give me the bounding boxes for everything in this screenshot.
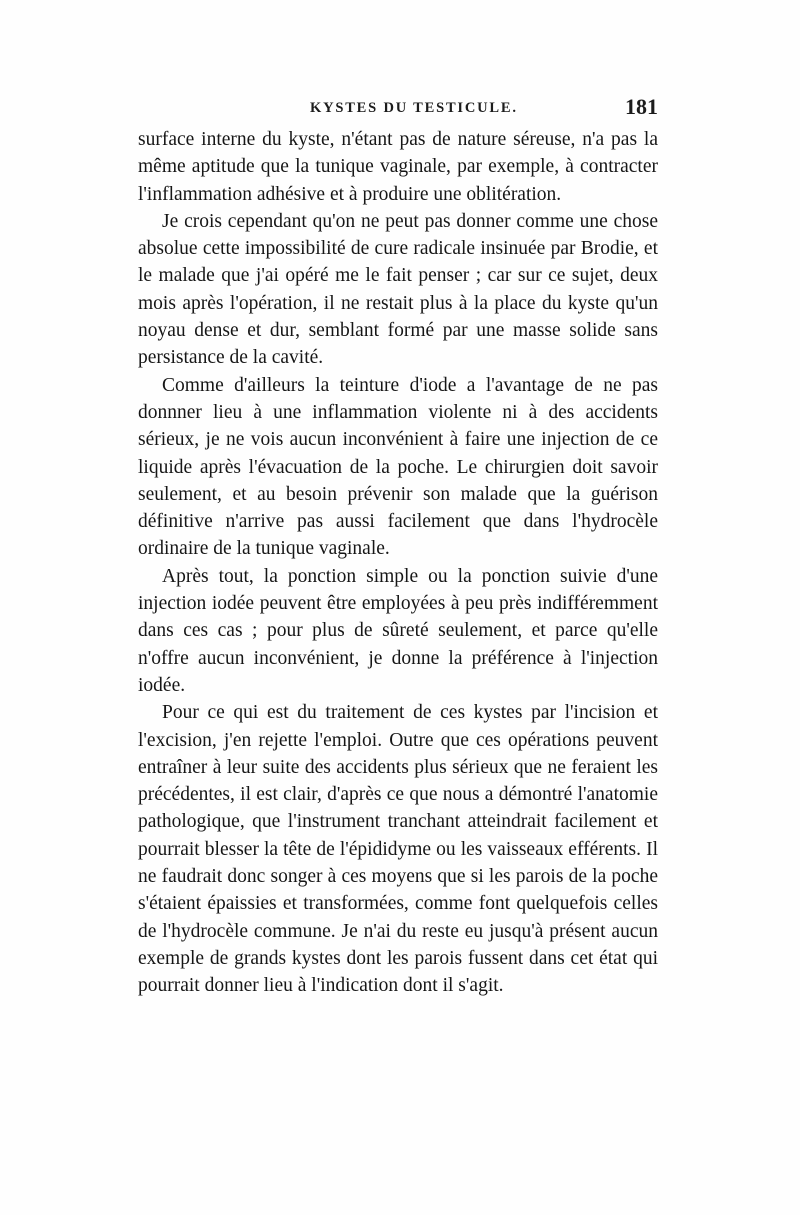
paragraph: Après tout, la ponction simple ou la ponction suivie d'une injection iodée peuvent être employées à peu près indifféremment dans ces cas ; pour plus de sûreté seulement, et parce qu'elle n'offre aucun inconvénient, je donne la préférence à l'injection iodée. [138,565,658,696]
paragraph: Pour ce qui est du traitement de ces kystes par l'incision et l'excision, j'en rejette l'emploi. Outre que ces opérations peuvent entraîner à leur suite des accidents plus sérieux que ne feraient les précédentes, il est clair, d'après ce que nous a démontré l'anatomie pathologique, que l'instrument tranchant atteindrait facilement et pourrait blesser la tête de l'épididyme ou les vaisseaux efférents. Il ne faudrait donc songer à ces moyens que si les parois de la poche s'étaient épaissies et transformées, comme font quelquefois celles de l'hydrocèle commune. Je n'ai du reste eu jusqu'à présent aucun exemple de grands kystes dont les parois fussent dans cet état qui pourrait donner lieu à l'indication dont il s'agit. [138,702,658,997]
paragraph: Comme d'ailleurs la teinture d'iode a l'avantage de ne pas donnner lieu à une inflammation violente ni à des accidents sérieux, je ne vois aucun inconvénient à faire une injection de ce liquide après l'évacuation de la poche. Le chirurgien doit savoir seulement, et au besoin prévenir son malade que la guérison définitive n'arrive pas aussi facilement que dans l'hydrocèle ordinaire de la tunique vaginale. [138,374,658,560]
paragraph: Je crois cependant qu'on ne peut pas donner comme une chose absolue cette impossibilité de cure radicale insinuée par Brodie, et le malade que j'ai opéré me le fait penser ; car sur ce sujet, deux mois après l'opération, il ne restait plus à la place du kyste qu'un noyau dense et dur, semblant formé par une masse solide sans persistance de la cavité. [138,210,658,369]
page-number: 181 [625,94,658,119]
page-header [138,94,658,124]
running-title: KYSTES DU TESTICULE. [310,100,518,116]
body-text [138,126,658,1000]
paragraph: surface interne du kyste, n'étant pas de nature séreuse, n'a pas la même aptitude que la tunique vaginale, par exemple, à contracter l'inflammation adhésive et à produire une oblitération. [138,129,658,205]
